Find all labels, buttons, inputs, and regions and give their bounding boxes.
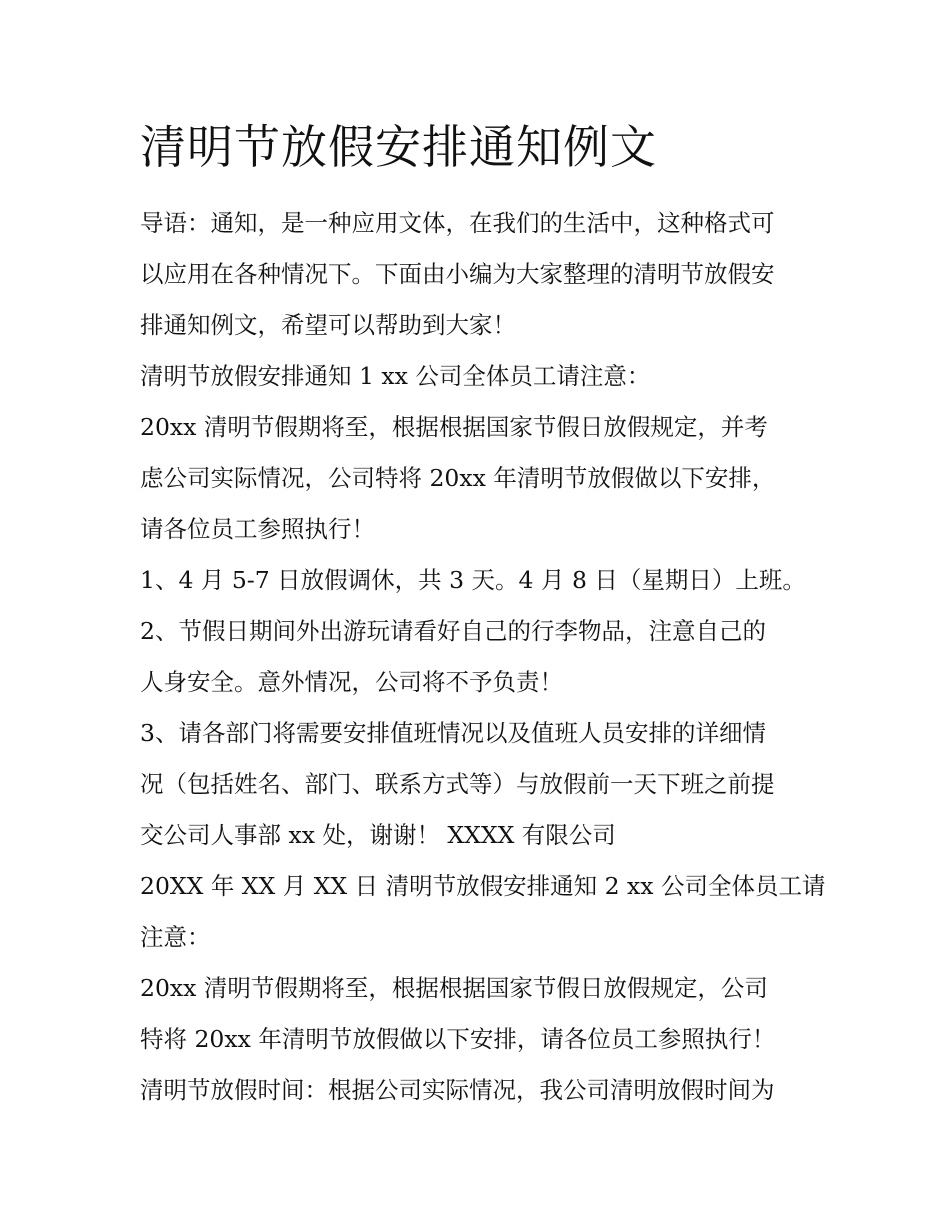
intro-line-2: 以应用在各种情况下。下面由小编为大家整理的清明节放假安	[140, 260, 775, 288]
notice-1-body-line-1: 20xx 清明节假期将至，根据根据国家节假日放假规定，并考	[140, 413, 768, 441]
notice-1-body-line-3: 请各位员工参照执行！	[140, 515, 375, 543]
notice-1-heading: 清明节放假安排通知 1 xx 公司全体员工请注意：	[140, 362, 651, 390]
notice-2-body-line-2: 特将 20xx 年清明节放假做以下安排，请各位员工参照执行！	[140, 1025, 776, 1053]
intro-line-3: 排通知例文，希望可以帮助到大家！	[140, 311, 516, 339]
notice-2-heading: 20XX 年 XX 月 XX 日 清明节放假安排通知 2 xx 公司全体员工请	[140, 872, 826, 900]
notice-1-body-line-2: 虑公司实际情况，公司特将 20xx 年清明节放假做以下安排，	[140, 464, 776, 492]
notice-2-heading-cont: 注意：	[140, 923, 211, 951]
notice-1-item-3-line-3: 交公司人事部 xx 处，谢谢！ XXXX 有限公司	[140, 821, 616, 849]
notice-2-body-line-3: 清明节放假时间：根据公司实际情况，我公司清明放假时间为	[140, 1076, 775, 1104]
notice-1-item-1: 1、4 月 5-7 日放假调休，共 3 天。4 月 8 日（星期日）上班。	[140, 566, 806, 594]
notice-1-item-2-line-2: 人身安全。意外情况，公司将不予负责！	[140, 668, 563, 696]
document-title: 清明节放假安排通知例文	[140, 120, 657, 174]
notice-1-item-3-line-2: 况（包括姓名、部门、联系方式等）与放假前一天下班之前提	[140, 770, 775, 798]
intro-line-1: 导语：通知，是一种应用文体，在我们的生活中，这种格式可	[140, 209, 775, 237]
notice-2-body-line-1: 20xx 清明节假期将至，根据根据国家节假日放假规定，公司	[140, 974, 768, 1002]
notice-1-item-2-line-1: 2、节假日期间外出游玩请看好自己的行李物品，注意自己的	[140, 617, 766, 645]
notice-1-item-3-line-1: 3、请各部门将需要安排值班情况以及值班人员安排的详细情	[140, 719, 766, 747]
